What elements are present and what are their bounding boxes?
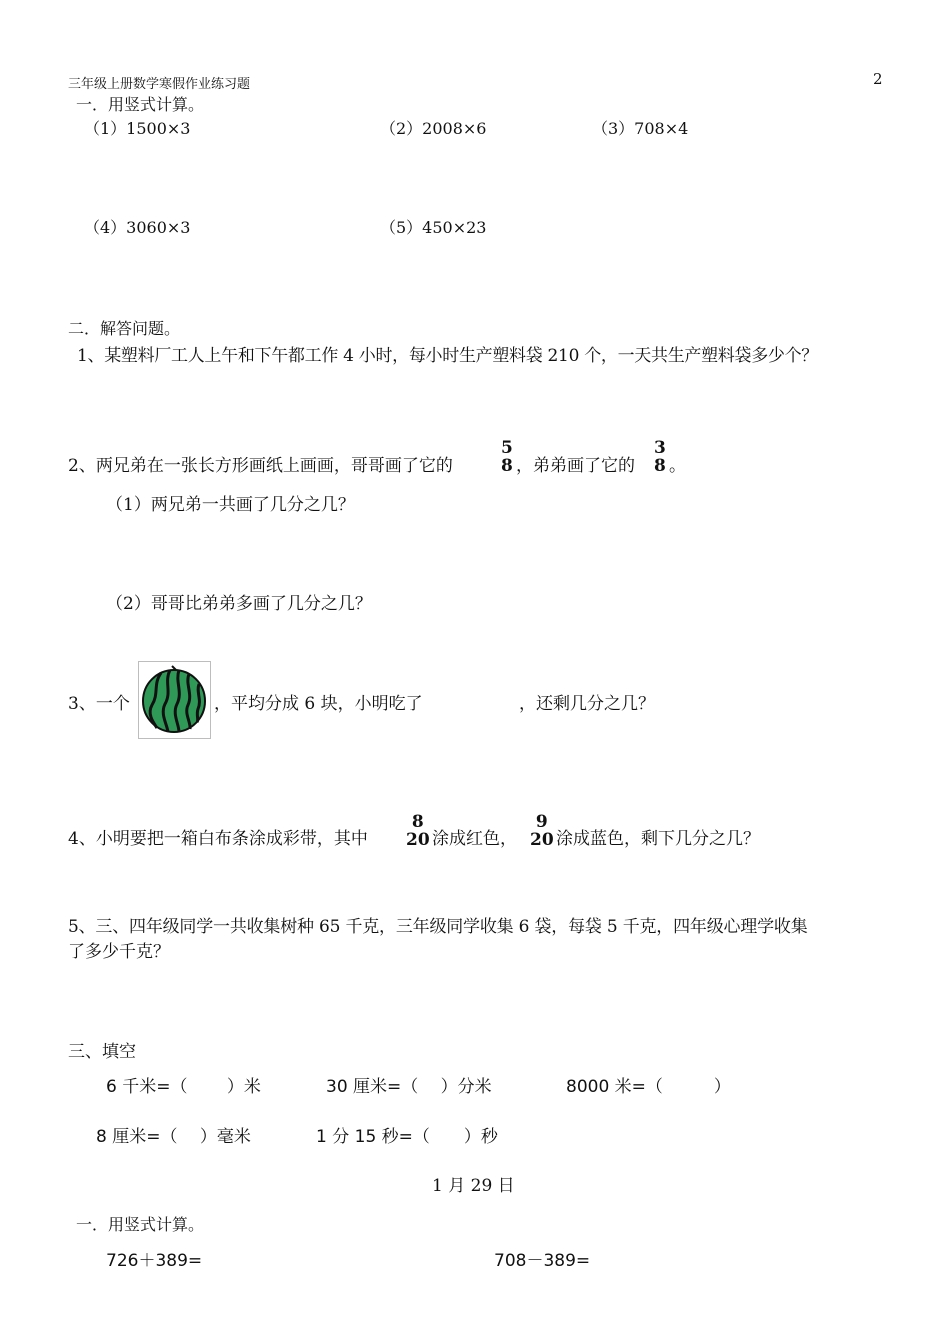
exercise-5: （5）450×23 xyxy=(380,218,487,237)
question-5-line-2: 了多少千克？ xyxy=(68,942,170,962)
fraction-denominator: 20 xyxy=(530,830,554,850)
section3-heading: 三、填空 xyxy=(68,1042,136,1062)
question-2-sub-1: （1）两兄弟一共画了几分之几？ xyxy=(106,495,355,515)
exercise-4: （4）3060×3 xyxy=(84,218,191,237)
question-3-text-c: ，还剩几分之几？ xyxy=(519,694,655,714)
section4-heading: 一．用竖式计算。 xyxy=(76,1215,205,1234)
question-2-sub-2: （2）哥哥比弟弟多画了几分之几？ xyxy=(106,594,372,614)
fraction-numerator: 5 xyxy=(501,438,513,458)
fraction-denominator: 8 xyxy=(501,456,513,476)
date-heading: 1 月 29 日 xyxy=(432,1176,515,1196)
fraction-9-20 xyxy=(530,813,554,849)
fill-blank-2: 30 厘米=（ ）分米 xyxy=(326,1077,492,1097)
question-2-text-b: ，弟弟画了它的 xyxy=(516,456,635,476)
fraction-8-20 xyxy=(406,813,430,849)
question-3-text-b: ，平均分成 6 块，小明吃了 xyxy=(214,694,423,714)
exercise-1: （1）1500×3 xyxy=(84,119,191,138)
watermelon-image xyxy=(138,661,211,739)
fraction-numerator: 9 xyxy=(535,812,548,832)
fraction-denominator: 20 xyxy=(406,830,430,850)
exercise-2: （2）2008×6 xyxy=(380,119,487,138)
question-4-text-a: 4、小明要把一箱白布条涂成彩带，其中 xyxy=(68,829,368,849)
question-3-text-a: 3、一个 xyxy=(68,694,130,714)
question-1: 1、某塑料厂工人上午和下午都工作 4 小时，每小时生产塑料袋 210 个，一天共生产塑料袋多少个？ xyxy=(77,346,818,366)
calc-726-plus-389: 726＋389= xyxy=(106,1251,203,1271)
page-number: 2 xyxy=(873,70,883,88)
fraction-numerator: 8 xyxy=(411,812,424,832)
fill-blank-5: 1 分 15 秒=（ ）秒 xyxy=(316,1127,498,1147)
question-2-text-c: 。 xyxy=(669,456,686,476)
fraction-numerator: 3 xyxy=(654,438,666,458)
calc-708-minus-389: 708－389= xyxy=(494,1251,591,1271)
section1-heading: 一．用竖式计算。 xyxy=(76,95,205,114)
fraction-3-8 xyxy=(654,439,666,475)
fraction-5-8 xyxy=(501,439,513,475)
fill-blank-4: 8 厘米=（ ）毫米 xyxy=(96,1127,251,1147)
question-5-line-1: 5、三、四年级同学一共收集树种 65 千克，三年级同学收集 6 袋，每袋 5 千克，四年级心理学收集 xyxy=(68,917,808,937)
section2-heading: 二．解答问题。 xyxy=(68,319,181,338)
document-header-title: 三年级上册数学寒假作业练习题 xyxy=(68,77,251,92)
fraction-denominator: 8 xyxy=(654,456,666,476)
question-4-text-b: 涂成红色， xyxy=(432,829,517,849)
watermelon-icon xyxy=(139,662,210,738)
fill-blank-1: 6 千米=（ ）米 xyxy=(106,1077,261,1097)
question-4-text-c: 涂成蓝色，剩下几分之几？ xyxy=(556,829,760,849)
exercise-3: （3）708×4 xyxy=(592,119,689,138)
fill-blank-3: 8000 米=（ ） xyxy=(566,1077,731,1097)
question-2-text-a: 2、两兄弟在一张长方形画纸上画画，哥哥画了它的 xyxy=(68,456,453,476)
